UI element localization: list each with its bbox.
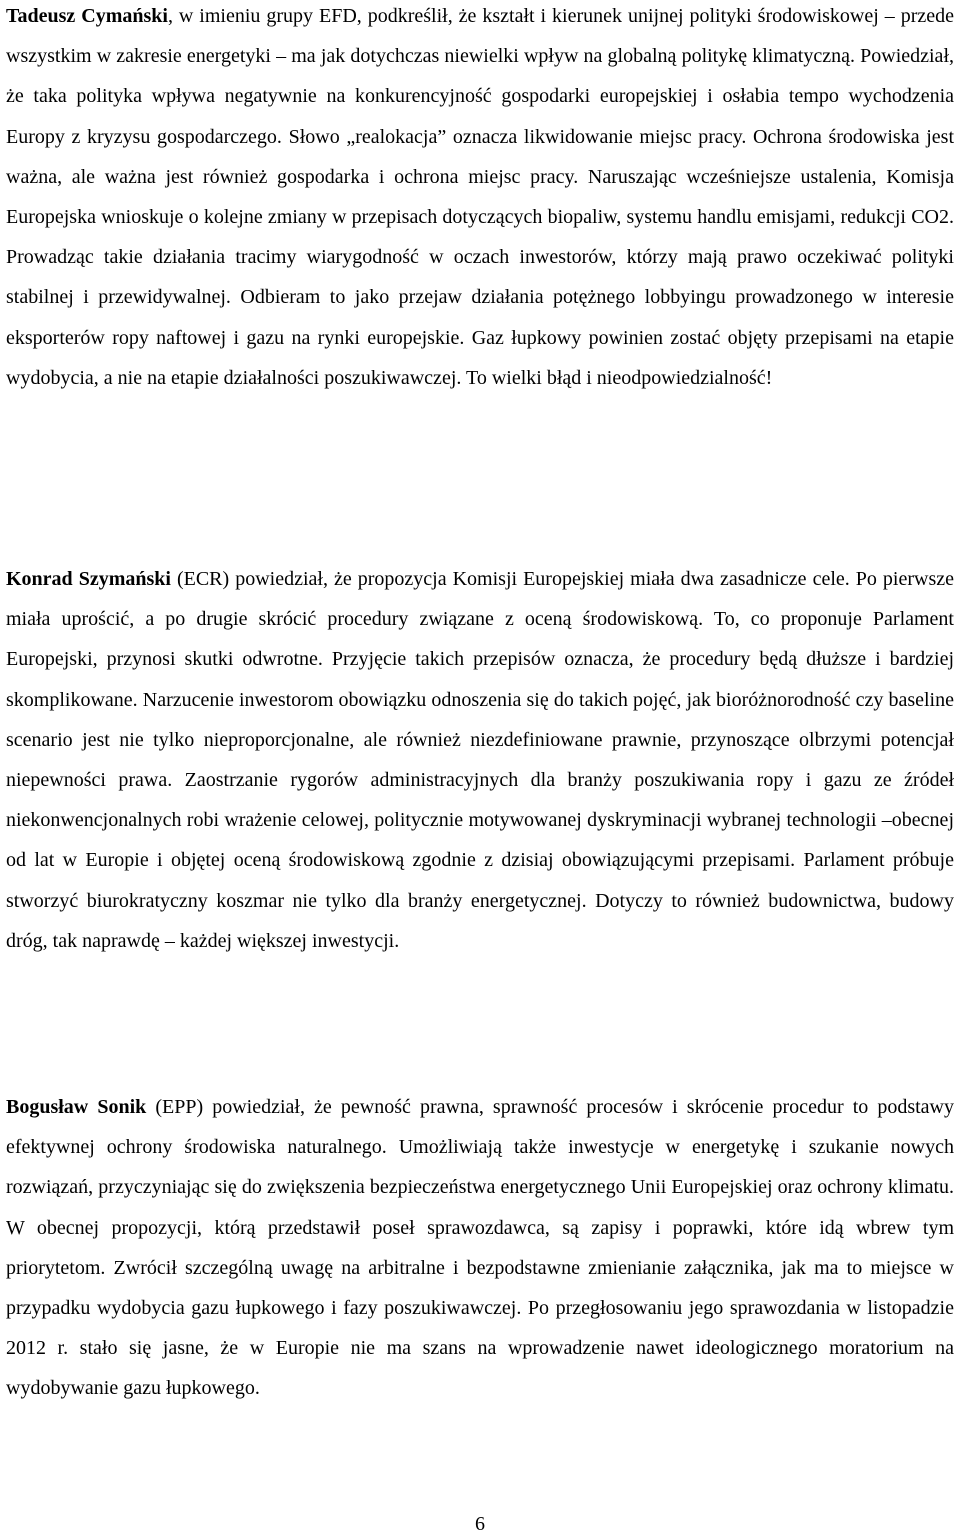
paragraph-text: (EPP) powiedział, że pewność prawna, sprawność procesów i skrócenie procedur to podstawy efektywnej ochrony środowiska naturalnego. Umożliwiają także inwestycje w energetykę i szukanie nowych rozwiązań, przyczyniając się do zwiększenia bezpieczeństwa energetycznego Unii Europejskiej oraz ochrony klimatu. W obecnej propozycji, którą przedstawił poseł sprawozdawca, są zapisy i poprawki, które idą wbrew tym priorytetom. Zwrócił szczególną uwagę na arbitralne i bezpodstawne zmienianie załącznika, jak ma to miejsce w przypadku wydobycia gazu łupkowego i fazy poszukiwawczej. Po przegłosowaniu jego sprawozdania w listopadzie 2012 r. stało się jasne, że w Europie nie ma szans na wprowadzenie nawet ideologicznego moratorium na wydobywanie gazu łupkowego. [6,1096,954,1400]
speaker-name: Konrad Szymański [6,568,171,590]
speaker-name: Tadeusz Cymański [6,5,168,27]
speaker-name: Bogusław Sonik [6,1096,147,1118]
paragraph-sonik [6,1087,954,1409]
paragraph-szymanski [6,559,954,961]
paragraph-text: (ECR) powiedział, że propozycja Komisji Europejskiej miała dwa zasadnicze cele. Po pierwsze miała uprościć, a po drugie skrócić procedury związane z oceną środowiskową. To, co proponuje Parlament Europejski, przynosi skutki odwrotne. Przyjęcie takich przepisów oznacza, że procedury będą dłuższe i bardziej skomplikowane. Narzucenie inwestorom obowiązku odnoszenia się do takich pojęć, jak bioróżnorodność czy baseline scenario jest nie tylko nieproporcjonalne, ale również niezdefiniowane prawnie, przynoszące olbrzymi potencjał niepewności prawa. Zaostrzanie rygorów administracyjnych dla branży poszukiwania ropy i gazu ze źródeł niekonwencjonalnych robi wrażenie celowej, politycznie motywowanej dyskryminacji wybranej technologii –obecnej od lat w Europie i objętej oceną środowiskową zgodnie z dzisiaj obowiązującymi przepisami. Parlament próbuje stworzyć biurokratyczny koszmar nie tylko dla branży energetycznej. Dotyczy to również budownictwa, budowy dróg, tak naprawdę – każdej większej inwestycji. [6,568,954,952]
paragraph-text: , w imieniu grupy EFD, podkreślił, że kształt i kierunek unijnej polityki środowiskowej – przede wszystkim w zakresie energetyki – ma jak dotychczas niewielki wpływ na globalną politykę klimatyczną. Powiedział, że taka polityka wpływa negatywnie na konkurencyjność gospodarki europejskiej i osłabia tempo wychodzenia Europy z kryzysu gospodarczego. Słowo „realokacja” oznacza likwidowanie miejsc pracy. Ochrona środowiska jest ważna, ale ważna jest również gospodarka i ochrona miejsc pracy. Naruszając wcześniejsze ustalenia, Komisja Europejska wnioskuje o kolejne zmiany w przepisach dotyczących biopaliw, systemu handlu emisjami, redukcji CO2. Prowadząc takie działania tracimy wiarygodność w oczach inwestorów, którzy mają prawo oczekiwać polityki stabilnej i przewidywalnej. Odbieram to jako przejaw działania potężnego lobbyingu prowadzonego w interesie eksporterów ropy naftowej i gazu na rynki europejskie. Gaz łupkowy powinien zostać objęty przepisami na etapie wydobycia, a nie na etapie działalności poszukiwawczej. To wielki błąd i nieodpowiedzialność! [6,5,954,389]
paragraph-cymanski [6,0,954,398]
page-number: 6 [475,1513,485,1535]
